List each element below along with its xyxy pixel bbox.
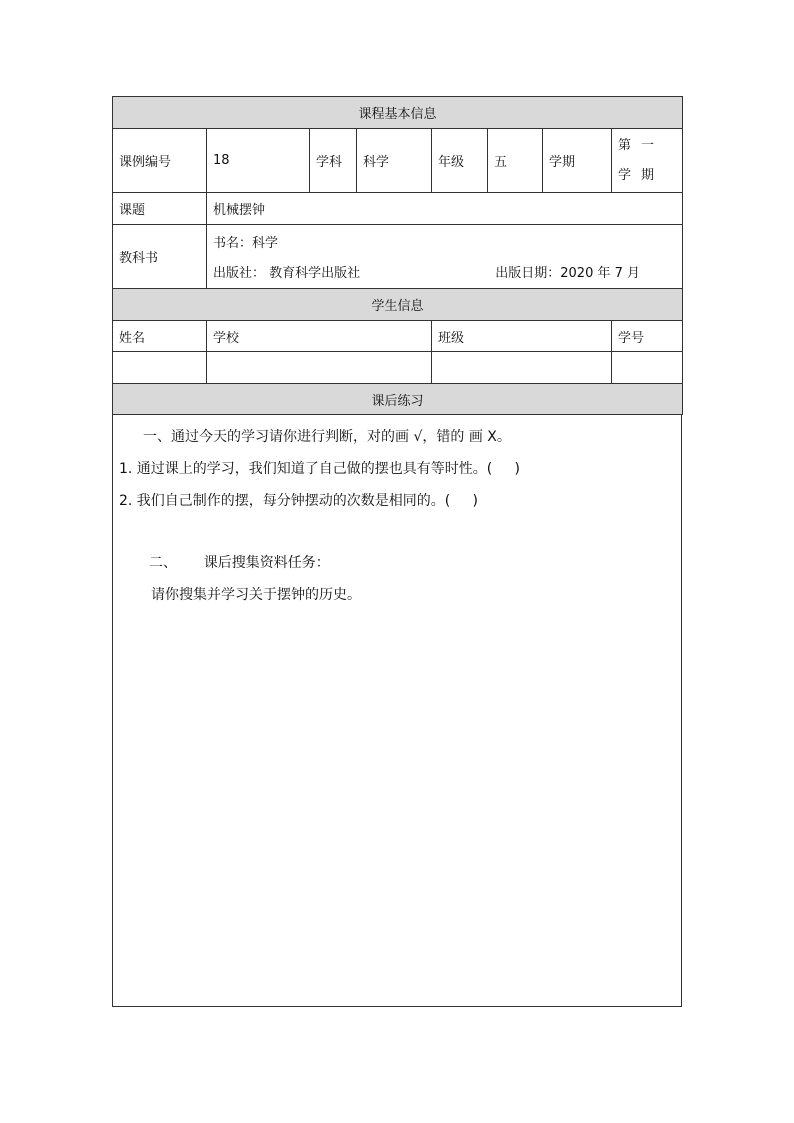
book-name: 书名：科学	[213, 236, 279, 251]
grade-value: 五	[488, 129, 543, 193]
student-id-field[interactable]	[612, 352, 683, 384]
info-table	[112, 96, 683, 415]
exercise-question-1: 1. 通过课上的学习，我们知道了自己做的摆也具有等时性。( )	[119, 461, 520, 477]
student-name-label: 姓名	[113, 321, 207, 352]
exercise-header: 课后练习	[113, 384, 683, 415]
school-label: 学校	[207, 321, 432, 352]
topic-value: 机械摆钟	[207, 193, 683, 225]
term-value: 第一学期	[612, 129, 683, 193]
exercise-part2-text: 请你搜集并学习关于摆钟的历史。	[151, 587, 361, 603]
topic-label: 课题	[113, 193, 207, 225]
student-name-field[interactable]	[113, 352, 207, 384]
exercise-part1-title: 一、通过今天的学习请你进行判断，对的画 √，错的 画 X。	[143, 429, 511, 445]
publisher: 出版社： 教育科学出版社	[213, 266, 361, 281]
student-info-header: 学生信息	[113, 289, 683, 321]
subject-value: 科学	[357, 129, 432, 193]
subject-label: 学科	[310, 129, 357, 193]
class-field[interactable]	[432, 352, 612, 384]
lesson-info-sheet	[112, 96, 682, 1007]
exercise-section	[112, 415, 682, 1007]
student-id-label: 学号	[612, 321, 683, 352]
grade-label: 年级	[432, 129, 488, 193]
exercise-part2-title: 二、 课后搜集资料任务：	[149, 555, 330, 571]
exercise-question-2: 2. 我们自己制作的摆，每分钟摆动的次数是相同的。( )	[119, 493, 478, 509]
lesson-code-label: 课例编号	[113, 129, 207, 193]
school-field[interactable]	[207, 352, 432, 384]
class-label: 班级	[432, 321, 612, 352]
publication-date: 出版日期：2020 年 7 月	[495, 266, 641, 281]
lesson-code-value: 18	[207, 129, 310, 193]
term-label: 学期	[543, 129, 612, 193]
textbook-details	[207, 225, 683, 289]
basic-info-header: 课程基本信息	[113, 97, 683, 129]
textbook-label: 教科书	[113, 225, 207, 289]
